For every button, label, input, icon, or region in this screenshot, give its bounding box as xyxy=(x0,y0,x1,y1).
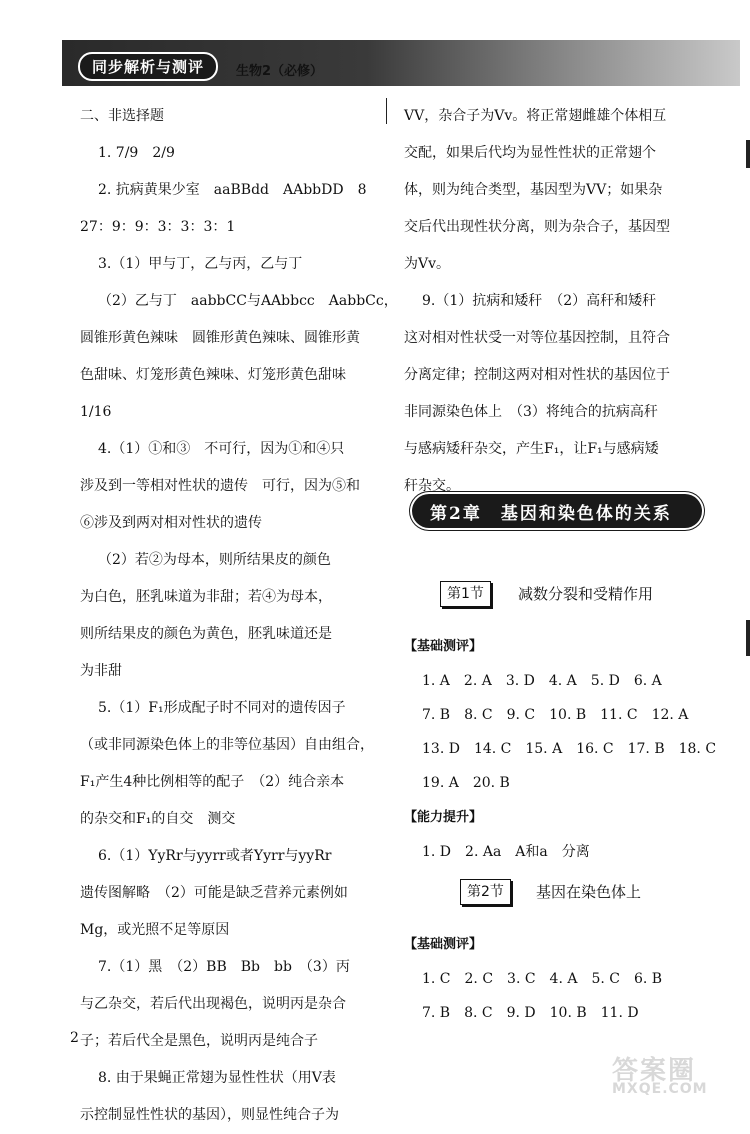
answer-line: 为白色，胚乳味道为非甜；若④为母本， xyxy=(80,589,332,605)
answer-line: 为Vv。 xyxy=(404,256,451,272)
answer-line: F₁产生4种比例相等的配子 （2）纯合亲本 xyxy=(80,774,345,790)
answer-line: 秆杂交。 xyxy=(404,478,460,494)
section-1-basic-label: 【基础测评】 xyxy=(404,639,483,654)
section-2-title: 基因在染色体上 xyxy=(536,883,642,901)
section-1-basic-block xyxy=(404,630,716,800)
answer-key-line: 13. D 14. C 15. A 16. C 17. B 18. C xyxy=(422,741,717,757)
answer-line: 分离定律；控制这两对相对性状的基因位于 xyxy=(404,367,670,383)
answer-line: 则所结果皮的颜色为黄色，胚乳味道还是 xyxy=(80,626,332,642)
answer-line: 示控制显性性状的基因），则显性纯合子为 xyxy=(80,1107,339,1123)
section-2-number: 第2节 xyxy=(460,879,511,905)
answer-line: 3.（1）甲与丁，乙与丙，乙与丁 xyxy=(98,256,303,272)
answer-line: 1/16 xyxy=(80,404,112,420)
answer-line: 2. 抗病黄果少室 aaBBdd AAbbDD 8 xyxy=(98,182,367,198)
answer-line: 6.（1）YyRr与yyrr或者Yyrr与yyRr xyxy=(98,848,332,864)
answer-line: ⑥涉及到两对相对性状的遗传 xyxy=(80,515,262,531)
answer-line: 子；若后代全是黑色，说明丙是纯合子 xyxy=(80,1033,318,1049)
answer-key-line: 7. B 8. C 9. C 10. B 11. C 12. A xyxy=(422,707,689,723)
answer-line: Mg，或光照不足等原因 xyxy=(80,922,230,938)
page-number: 2 xyxy=(70,1030,79,1046)
book-subtitle: 生物2（必修） xyxy=(236,64,324,79)
answer-line: 遗传图解略 （2）可能是缺乏营养元素例如 xyxy=(80,885,348,901)
answer-line: 8. 由于果蝇正常翅为显性性状（用V表 xyxy=(98,1070,336,1086)
answer-line: 27：9：9：3：3：3：1 xyxy=(80,219,236,235)
answer-line: 非同源染色体上 （3）将纯合的抗病高秆 xyxy=(404,404,658,420)
watermark-main: 答案圈 xyxy=(612,1056,697,1086)
answer-line: 4.（1）①和③ 不可行，因为①和④只 xyxy=(98,441,345,457)
watermark-sub: MXQE.COM xyxy=(612,1081,708,1097)
section-1-title: 减数分裂和受精作用 xyxy=(518,585,654,603)
answer-line: 9.（1）抗病和矮秆 （2）高秆和矮秆 xyxy=(422,293,657,309)
section-1-improve-block xyxy=(404,801,590,869)
chapter-title: 第2章 基因和染色体的关系 xyxy=(430,504,672,524)
page-edge-mark xyxy=(746,140,750,168)
answer-key-line: 1. C 2. C 3. C 4. A 5. C 6. B xyxy=(422,971,663,987)
left-answer-column xyxy=(80,98,398,1134)
section-1-number: 第1节 xyxy=(440,581,491,607)
answer-line: 色甜味、灯笼形黄色辣味、灯笼形黄色甜味 xyxy=(80,367,346,383)
answer-line: 体，则为纯合类型，基因型为VV；如果杂 xyxy=(404,182,663,198)
answer-key-line: 1. D 2. Aa A和a 分离 xyxy=(422,844,590,860)
right-answer-column xyxy=(404,98,704,505)
book-title-badge: 同步解析与测评 xyxy=(78,52,218,81)
answer-line: 5.（1）F₁形成配子时不同对的遗传因子 xyxy=(98,700,346,716)
answer-line: VV，杂合子为Vv。将正常翅雌雄个体相互 xyxy=(404,108,667,124)
answer-line: 的杂交和F₁的自交 测交 xyxy=(80,811,236,827)
answer-key-line: 1. A 2. A 3. D 4. A 5. D 6. A xyxy=(422,673,662,689)
page-edge-mark xyxy=(746,620,750,656)
answer-line: 二、非选择题 xyxy=(80,108,164,124)
section-1-improve-label: 【能力提升】 xyxy=(404,810,483,825)
answer-line: 交后代出现性状分离，则为杂合子，基因型 xyxy=(404,219,670,235)
answer-line: 与感病矮秆杂交，产生F₁，让F₁与感病矮 xyxy=(404,441,659,457)
answer-line: 交配，如果后代均为显性性状的正常翅个 xyxy=(404,145,656,161)
answer-line: （2）若②为母本，则所结果皮的颜色 xyxy=(98,552,331,568)
answer-line: （或非同源染色体上的非等位基因）自由组合， xyxy=(80,737,374,753)
watermark-logo xyxy=(612,1050,708,1097)
section-2-basic-label: 【基础测评】 xyxy=(404,937,483,952)
answer-key-line: 7. B 8. C 9. D 10. B 11. D xyxy=(422,1005,639,1021)
answer-line: 涉及到一等相对性状的遗传 可行，因为⑤和 xyxy=(80,478,360,494)
answer-line: 7.（1）黑 （2）BB Bb bb （3）丙 xyxy=(98,959,350,975)
section-2-basic-block xyxy=(404,928,662,1030)
column-divider xyxy=(386,98,387,124)
answer-line: 为非甜 xyxy=(80,663,122,679)
answer-line: 圆锥形黄色辣味 圆锥形黄色辣味、圆锥形黄 xyxy=(80,330,360,346)
answer-line: 与乙杂交，若后代出现褐色，说明丙是杂合 xyxy=(80,996,346,1012)
answer-line: 1. 7/9 2/9 xyxy=(98,145,175,161)
answer-key-line: 19. A 20. B xyxy=(422,775,510,791)
answer-line: （2）乙与丁 aabbCC与AAbbcc AabbCc， xyxy=(98,293,398,309)
answer-line: 这对相对性状受一对等位基因控制，且符合 xyxy=(404,330,670,346)
